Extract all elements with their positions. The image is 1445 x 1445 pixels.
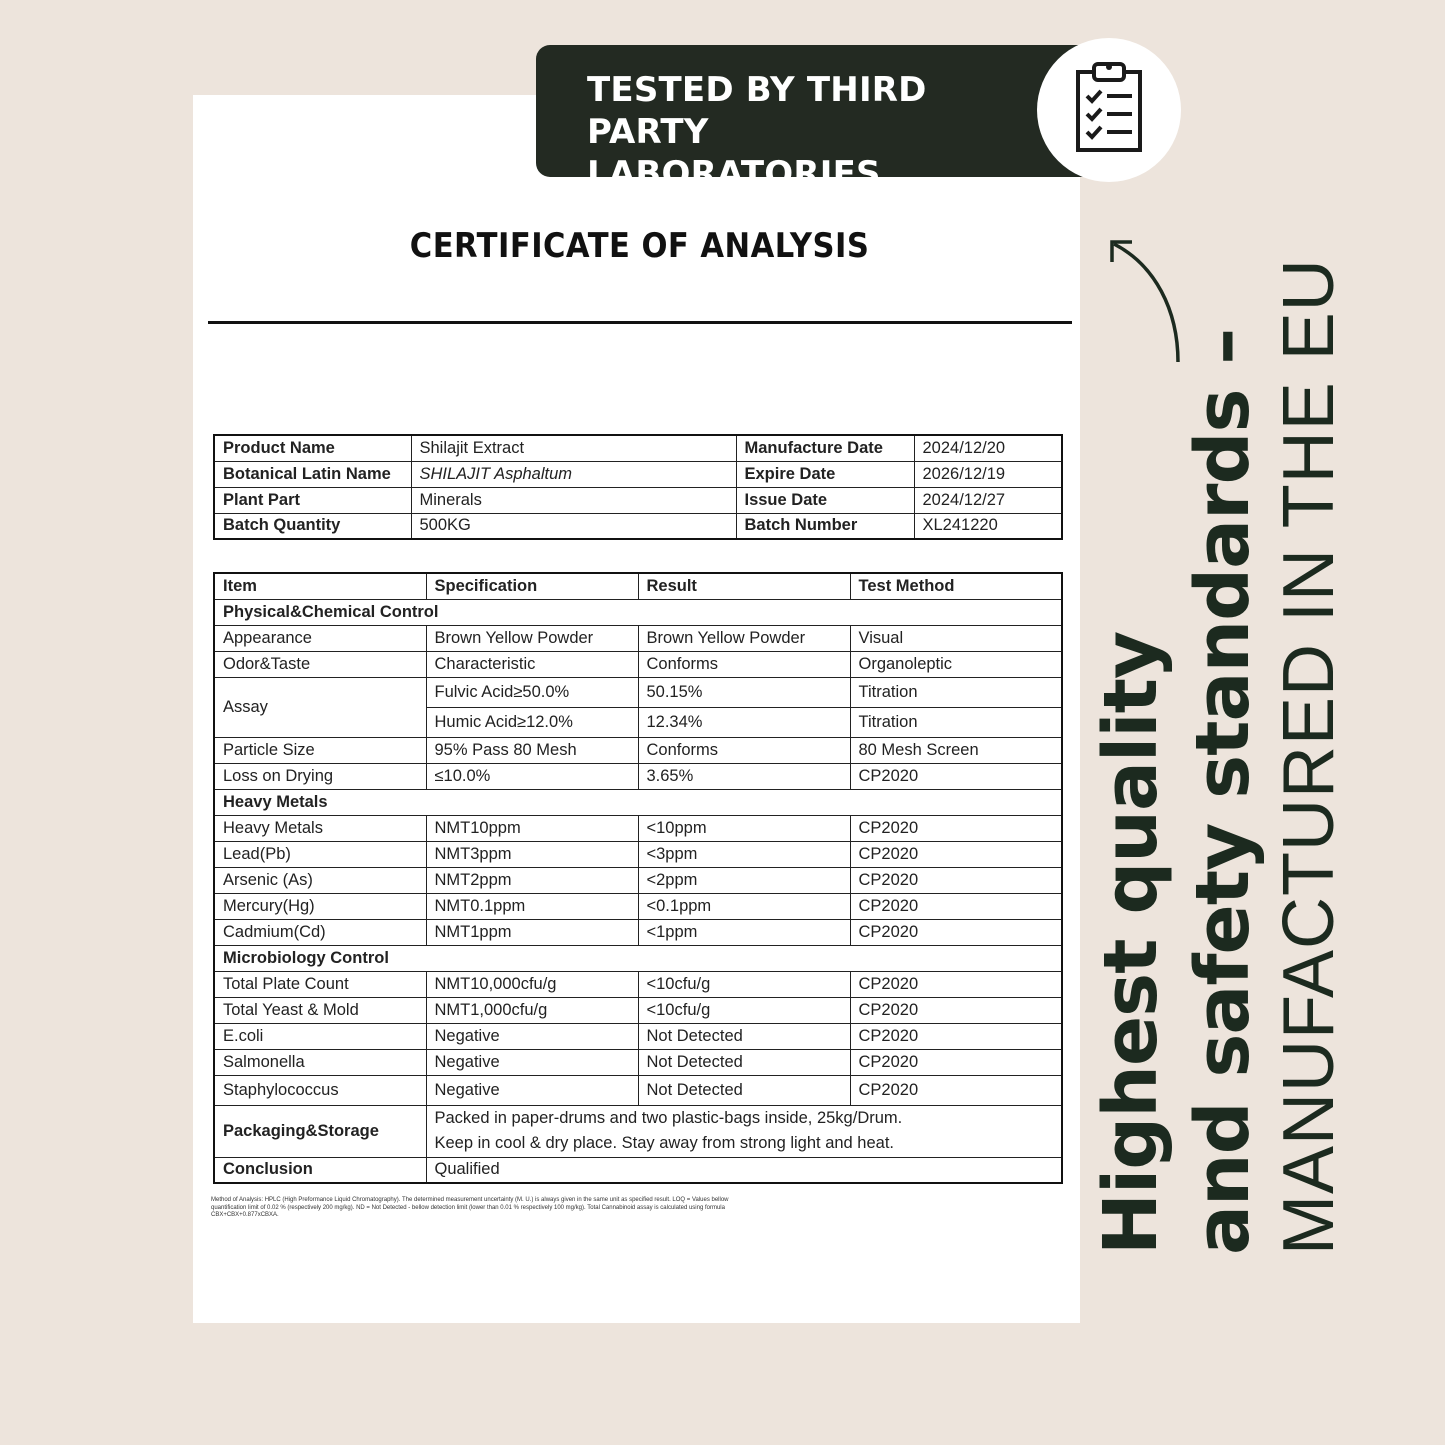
packaging-label: Packaging&Storage [214,1105,426,1157]
table-row [214,971,1062,997]
tagline-line-3: MANUFACTURED IN THE EU [1269,258,1349,1255]
info-value: 2026/12/19 [914,461,1062,487]
packaging-line-1: Packed in paper-drums and two plastic-bags inside, 25kg/Drum. [434,1109,903,1127]
table-row [214,815,1062,841]
table-row [214,1049,1062,1075]
cell-spec: NMT1ppm [426,919,638,945]
info-label: Issue Date [736,487,914,513]
conclusion-label: Conclusion [214,1157,426,1183]
info-label: Manufacture Date [736,435,914,461]
cell-spec: Negative [426,1049,638,1075]
cell-item: Total Plate Count [214,971,426,997]
badge-line-1: TESTED BY THIRD PARTY [587,70,927,152]
cell-item: Salmonella [214,1049,426,1075]
cell-item: Appearance [214,625,426,651]
cell-spec: Fulvic Acid≥50.0% [426,677,638,707]
info-value: 2024/12/20 [914,435,1062,461]
section-row [214,599,1062,625]
cell-spec: NMT3ppm [426,841,638,867]
section-heavy-metals: Heavy Metals [214,789,1062,815]
info-row [214,487,1062,513]
info-value: 500KG [411,513,736,539]
analysis-table [213,572,1063,1184]
table-row [214,1075,1062,1105]
tagline-line-2: and safety standards – [1180,328,1266,1255]
cell-spec: Characteristic [426,651,638,677]
cell-spec: NMT10,000cfu/g [426,971,638,997]
info-value: 2024/12/27 [914,487,1062,513]
cell-item: Cadmium(Cd) [214,919,426,945]
cell-spec: Negative [426,1023,638,1049]
info-label: Plant Part [214,487,411,513]
cell-method: 80 Mesh Screen [850,737,1062,763]
cell-item-assay: Assay [214,677,426,737]
cell-item: E.coli [214,1023,426,1049]
packaging-line-2: Keep in cool & dry place. Stay away from strong light and heat. [434,1134,895,1152]
cell-result: <10cfu/g [638,971,850,997]
cell-result: 50.15% [638,677,850,707]
packaging-value [426,1105,1062,1157]
info-label: Batch Number [736,513,914,539]
info-row [214,513,1062,539]
cell-result: Not Detected [638,1049,850,1075]
cell-spec: Negative [426,1075,638,1105]
table-row [214,625,1062,651]
cell-method: Titration [850,707,1062,737]
cell-method: CP2020 [850,841,1062,867]
info-label: Product Name [214,435,411,461]
cell-spec: NMT2ppm [426,867,638,893]
cell-spec: ≤10.0% [426,763,638,789]
third-party-badge [536,45,1096,194]
table-row [214,763,1062,789]
cell-method: CP2020 [850,1049,1062,1075]
conclusion-value: Qualified [426,1157,1062,1183]
cell-method: CP2020 [850,997,1062,1023]
cell-item: Particle Size [214,737,426,763]
title-divider [208,321,1072,324]
section-physical-chemical: Physical&Chemical Control [214,599,1062,625]
cell-method: CP2020 [850,1023,1062,1049]
cell-method: CP2020 [850,867,1062,893]
cell-method: CP2020 [850,919,1062,945]
table-row [214,919,1062,945]
cell-method: CP2020 [850,1075,1062,1105]
cell-spec: Brown Yellow Powder [426,625,638,651]
table-row [214,997,1062,1023]
cell-result: 12.34% [638,707,850,737]
cell-spec: NMT10ppm [426,815,638,841]
cell-method: CP2020 [850,893,1062,919]
side-tagline [1085,258,1349,1255]
cell-item: Heavy Metals [214,815,426,841]
cell-method: Titration [850,677,1062,707]
cell-item: Loss on Drying [214,763,426,789]
clipboard-checklist-icon [1074,58,1144,154]
badge-icon-circle [1037,38,1181,182]
cell-spec: NMT1,000cfu/g [426,997,638,1023]
conclusion-row [214,1157,1062,1183]
info-label: Batch Quantity [214,513,411,539]
cell-result: 3.65% [638,763,850,789]
tagline-line-1: Highest quality [1088,631,1174,1255]
method-footnote: Method of Analysis: HPLC (High Preformance Liquid Chromatography). The determined measurement uncertainty (M. U.) is always given in the same unit as specified result. LOQ = Values bellow quantification limit of 0.02 % (respectively 200 mg/kg). ND = Not Detected - bellow detection limit (lower than 0.01 % respectively 100 mg/kg). Total Cannabinoid assay is calculated using formula CBX+CBX+0.877xCBXA. [211,1197,729,1218]
table-row [214,677,1062,707]
info-label: Expire Date [736,461,914,487]
cell-result: <10ppm [638,815,850,841]
cell-item: Arsenic (As) [214,867,426,893]
cell-method: Organoleptic [850,651,1062,677]
cell-item: Total Yeast & Mold [214,997,426,1023]
cell-result: <3ppm [638,841,850,867]
table-row [214,737,1062,763]
cell-result: Conforms [638,651,850,677]
cell-result: <0.1ppm [638,893,850,919]
table-row [214,841,1062,867]
table-row [214,1023,1062,1049]
cell-result: Not Detected [638,1023,850,1049]
cell-item: Odor&Taste [214,651,426,677]
cell-spec: Humic Acid≥12.0% [426,707,638,737]
analysis-header-row [214,573,1062,599]
cell-spec: 95% Pass 80 Mesh [426,737,638,763]
cell-result: <2ppm [638,867,850,893]
cell-method: CP2020 [850,971,1062,997]
cell-result: Conforms [638,737,850,763]
cell-spec: NMT0.1ppm [426,893,638,919]
info-value: SHILAJIT Asphaltum [411,461,736,487]
cell-result: <1ppm [638,919,850,945]
table-row [214,893,1062,919]
cell-result: <10cfu/g [638,997,850,1023]
info-value: Minerals [411,487,736,513]
table-row [214,867,1062,893]
cell-item: Mercury(Hg) [214,893,426,919]
packaging-row [214,1105,1062,1157]
cell-item: Lead(Pb) [214,841,426,867]
document-title: CERTIFICATE OF ANALYSIS [409,226,870,266]
cell-result: Brown Yellow Powder [638,625,850,651]
info-row [214,461,1062,487]
section-row [214,945,1062,971]
cell-result: Not Detected [638,1075,850,1105]
header-result: Result [638,573,850,599]
cell-method: Visual [850,625,1062,651]
product-info-table [213,434,1063,540]
cell-method: CP2020 [850,763,1062,789]
section-row [214,789,1062,815]
header-specification: Specification [426,573,638,599]
info-value: Shilajit Extract [411,435,736,461]
header-test-method: Test Method [850,573,1062,599]
info-value: XL241220 [914,513,1062,539]
header-item: Item [214,573,426,599]
badge-line-2: LABORATORIES [587,154,881,194]
cell-item: Staphylococcus [214,1075,426,1105]
table-row [214,651,1062,677]
info-row [214,435,1062,461]
info-label: Botanical Latin Name [214,461,411,487]
cell-method: CP2020 [850,815,1062,841]
section-microbiology: Microbiology Control [214,945,1062,971]
